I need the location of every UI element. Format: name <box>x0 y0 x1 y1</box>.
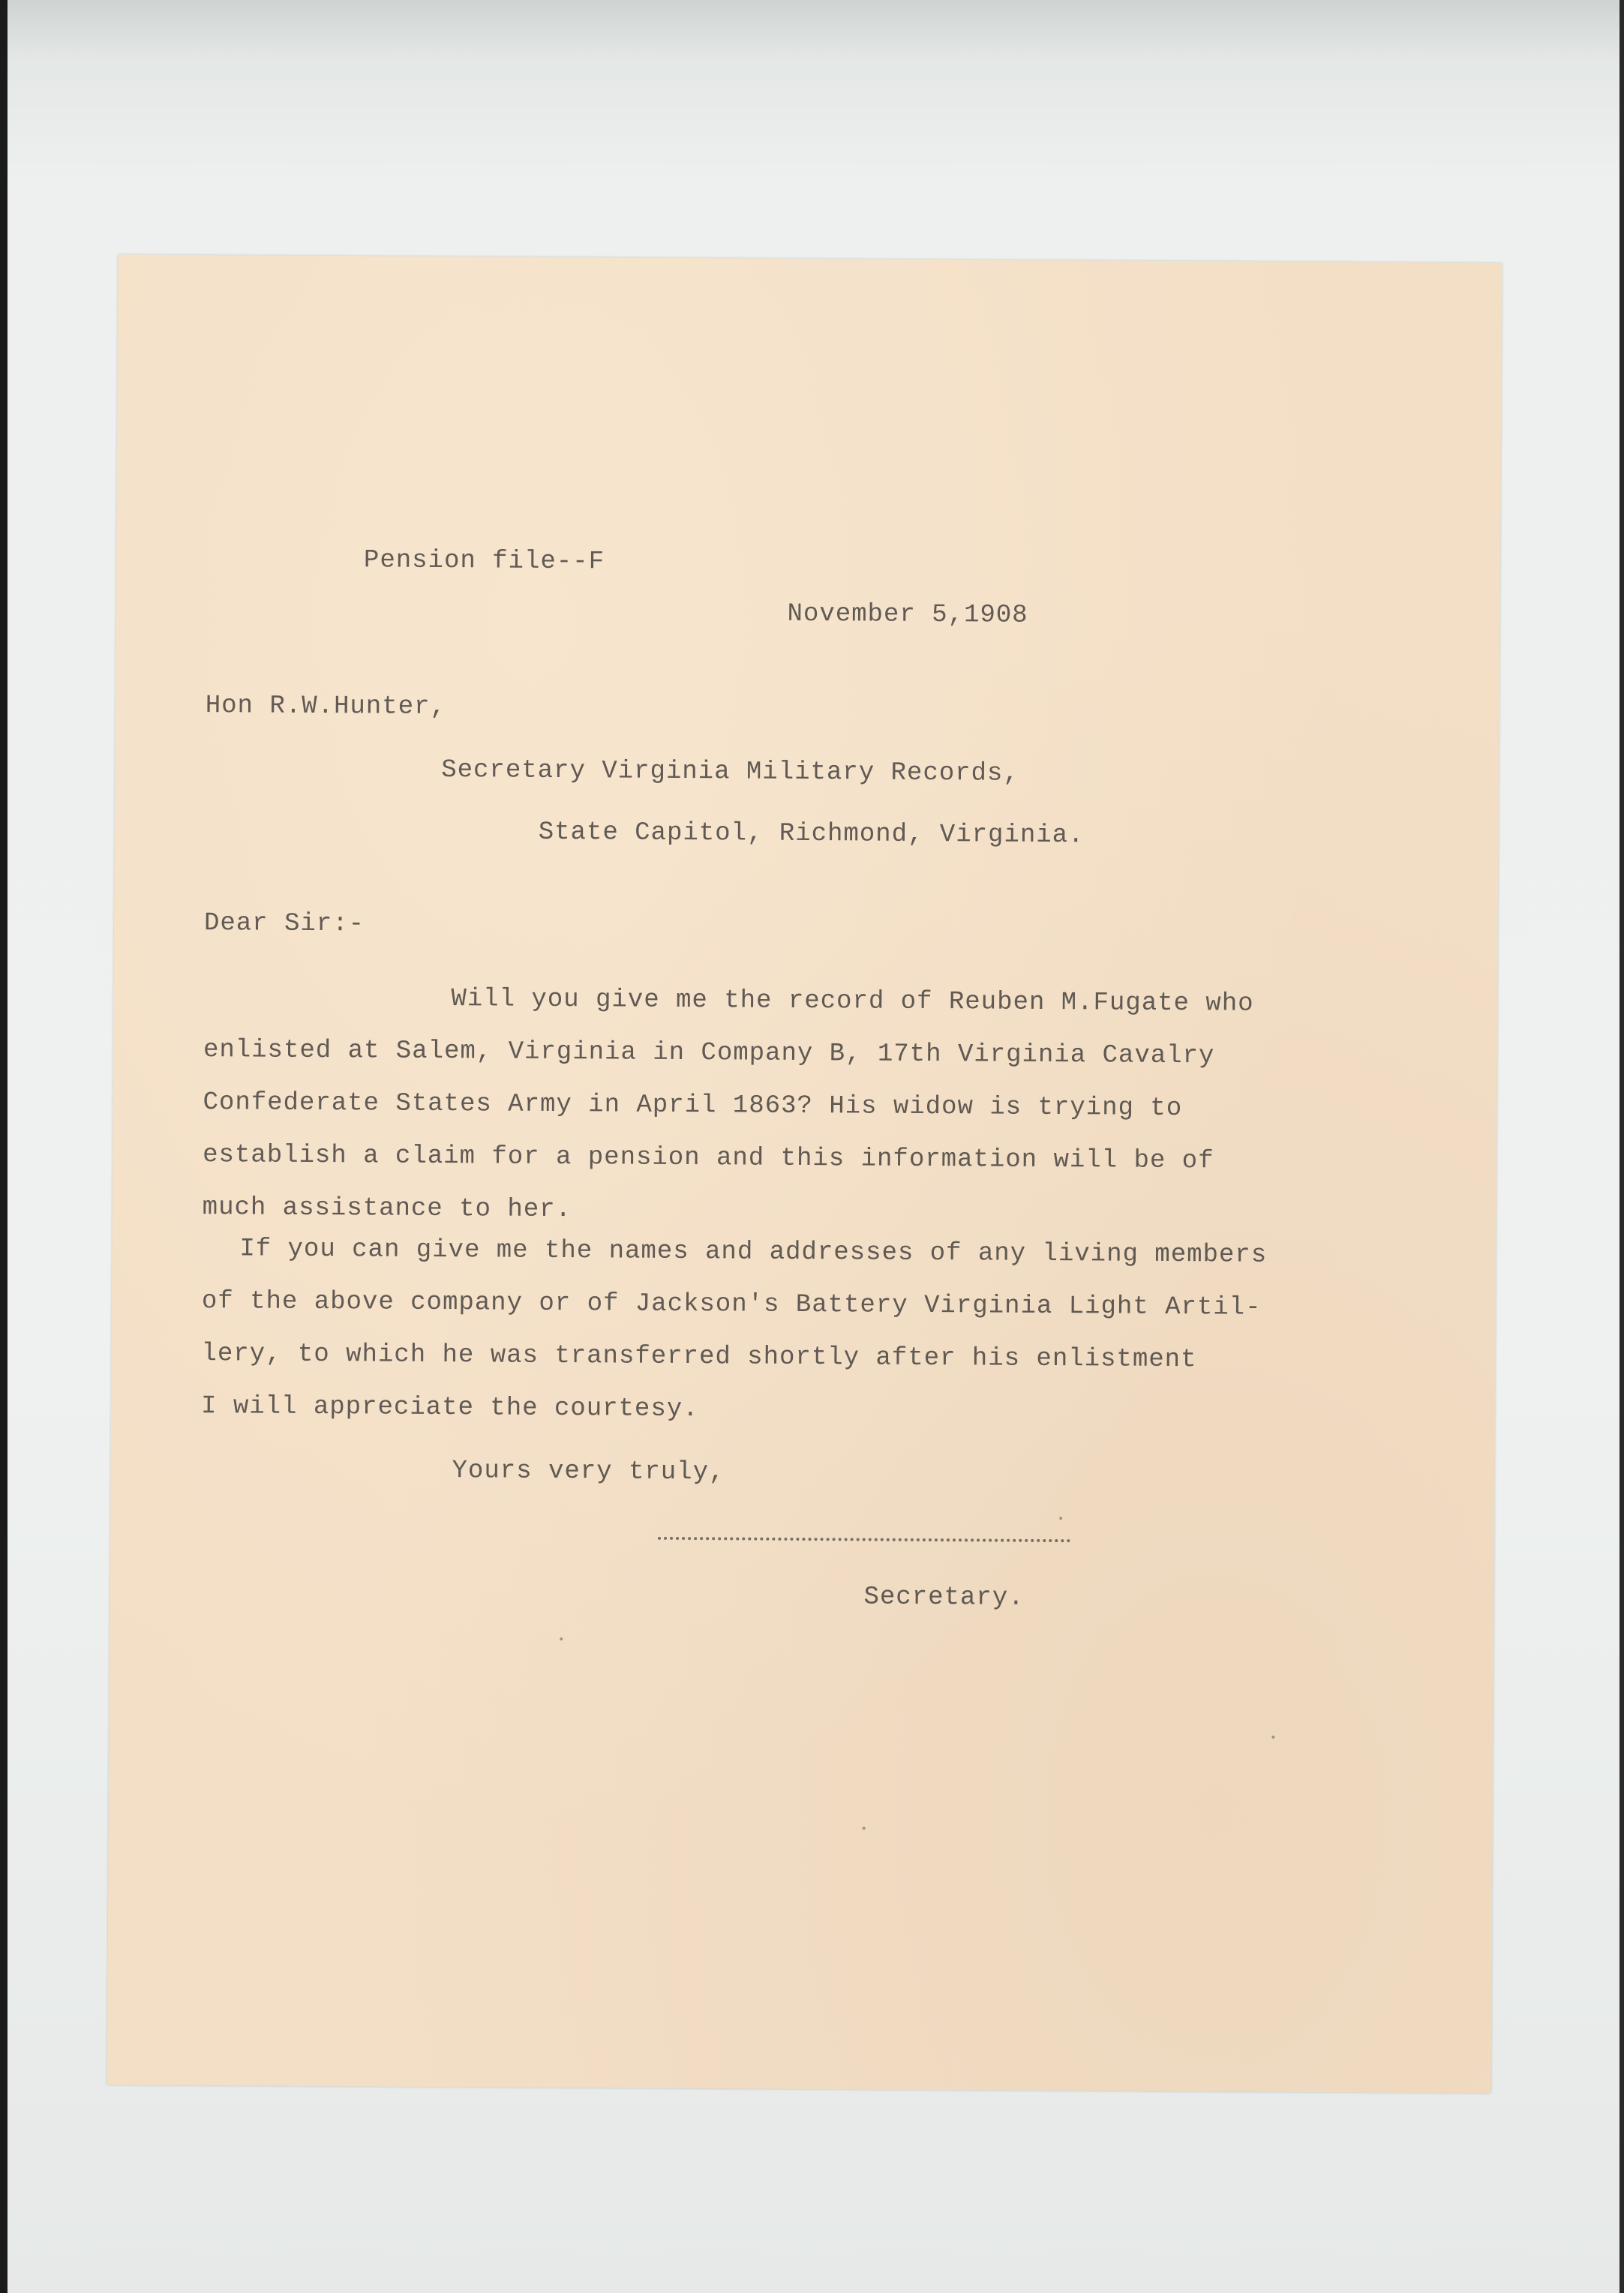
paragraph-line: Will you give me the record of Reuben M.Fugate who <box>451 985 1254 1019</box>
recipient-name: Hon R.W.Hunter, <box>205 692 446 722</box>
scanner-left-edge <box>0 0 8 2293</box>
body-paragraph-1 <box>202 971 1253 1241</box>
paragraph-line: Confederate States Army in April 1863? His widow is trying to <box>203 1088 1183 1124</box>
paper-speck <box>560 1637 563 1640</box>
signature-line <box>658 1537 1070 1542</box>
paragraph-line: of the above company or of Jackson's Battery Virginia Light Artil- <box>201 1287 1262 1322</box>
file-reference: Pension file--F <box>363 546 605 577</box>
paragraph-line: enlisted at Salem, Virginia in Company B, 17th Virginia Cavalry <box>203 1036 1215 1071</box>
paper-speck <box>1271 1736 1274 1739</box>
scanner-right-edge <box>1619 0 1624 2293</box>
signature-title: Secretary. <box>863 1583 1025 1613</box>
paragraph-line: If you can give me the names and addresses of any living members <box>239 1235 1268 1270</box>
scanner-top-shadow <box>0 0 1624 60</box>
paragraph-line: I will appreciate the courtesy. <box>200 1392 699 1424</box>
letter-page <box>107 254 1502 2093</box>
salutation: Dear Sir:- <box>203 909 365 939</box>
recipient-title: Secretary Virginia Military Records, <box>441 756 1019 788</box>
paragraph-line: establish a claim for a pension and this information will be of <box>203 1141 1214 1176</box>
body-paragraph-2 <box>201 1223 1267 1439</box>
paragraph-line: lery, to which he was transferred shortly after his enlistment <box>201 1340 1197 1375</box>
paper-speck <box>1059 1517 1062 1520</box>
paragraph-line: much assistance to her. <box>202 1193 572 1225</box>
letter-closing: Yours very truly, <box>452 1457 725 1487</box>
letter-date: November 5,1908 <box>787 599 1028 630</box>
recipient-address: State Capitol, Richmond, Virginia. <box>538 818 1085 851</box>
paper-speck <box>863 1826 866 1829</box>
